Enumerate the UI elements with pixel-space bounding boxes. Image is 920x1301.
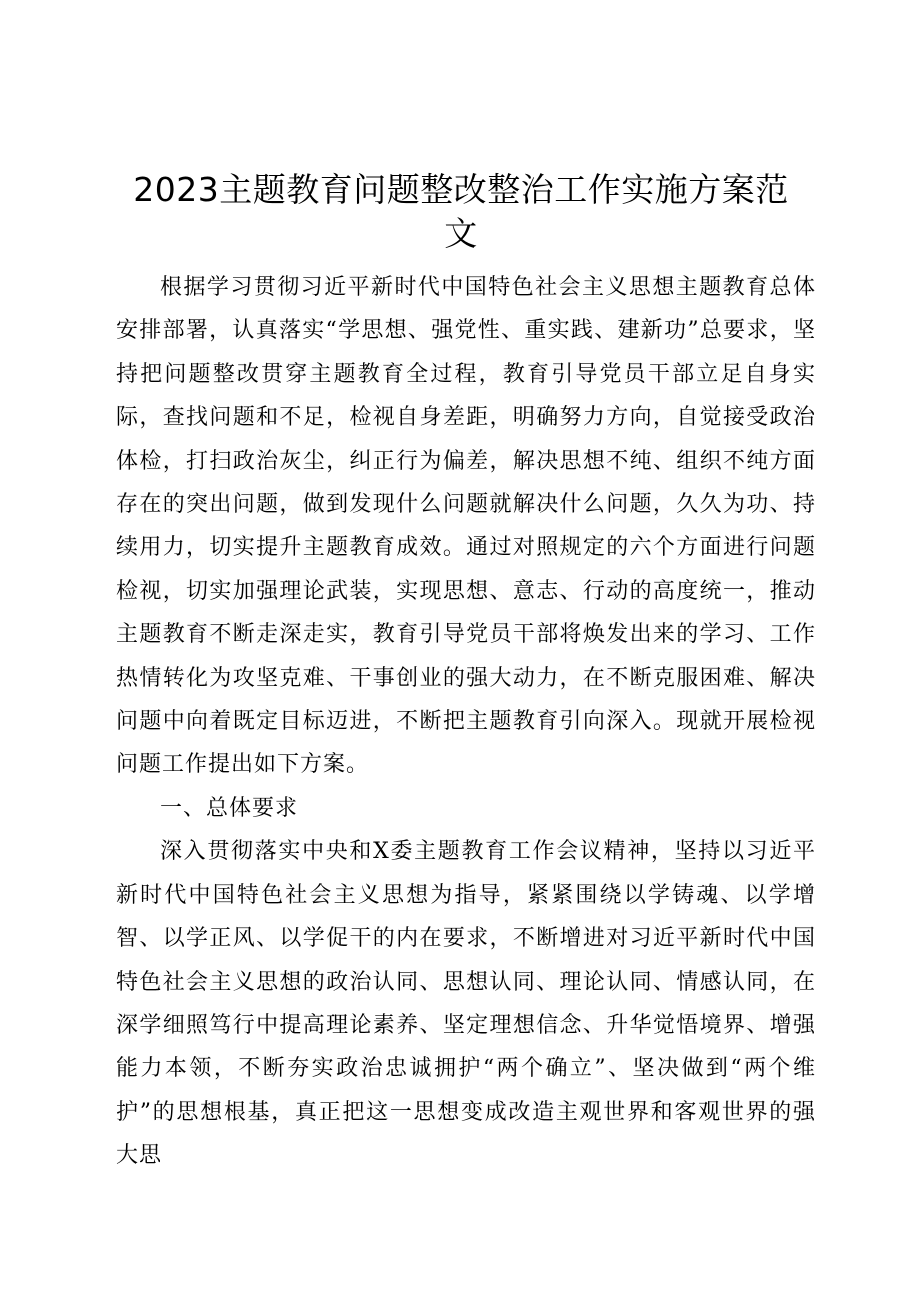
document-title: 2023主题教育问题整改整治工作实施方案范 文 [133, 170, 789, 253]
section-heading: 一、总体要求 [160, 795, 299, 821]
intro-paragraph: 根据学习贯彻习近平新时代中国特色社会主义思想主题教育总体安排部署，认真落实“学思想、强党性、重实践、建新功”总要求，坚持把问题整改贯穿主题教育全过程，教育引导党员干部立足自身实际，查找问题和不足，检视自身差距，明确努力方向，自觉接受政治体检，打扫政治灰尘，纠正行为偏差，解决思想不纯、组织不纯方面存在的突出问题，做到发现什么问题就解决什么问题，久久为功、持续用力，切实提升主题教育成效。通过对照规定的六个方面进行问题检视，切实加强理论武装，实现思想、意志、行动的高度统一，推动主题教育不断走深走实，教育引导党员干部将焕发出来的学习、工作热情转化为攻坚克难、干事创业的强大动力，在不断克服困难、解决问题中向着既定目标迈进，不断把主题教育引向深入。现就开展检视问题工作提出如下方案。 [116, 275, 816, 778]
section-paragraph: 深入贯彻落实中央和X委主题教育工作会议精神，坚持以习近平新时代中国特色社会主义思想为指导，紧紧围绕以学铸魂、以学增智、以学正风、以学促干的内在要求，不断增进对习近平新时代中国特色社会主义思想的政治认同、思想认同、理论认同、情感认同，在深学细照笃行中提高理论素养、坚定理想信念、升华觉悟境界、增强能力本领，不断夯实政治忠诚拥护“两个确立”、坚决做到“两个维护”的思想根基，真正把这一思想变成改造主观世界和客观世界的强大思 [116, 839, 816, 1169]
document-body [116, 266, 816, 1178]
